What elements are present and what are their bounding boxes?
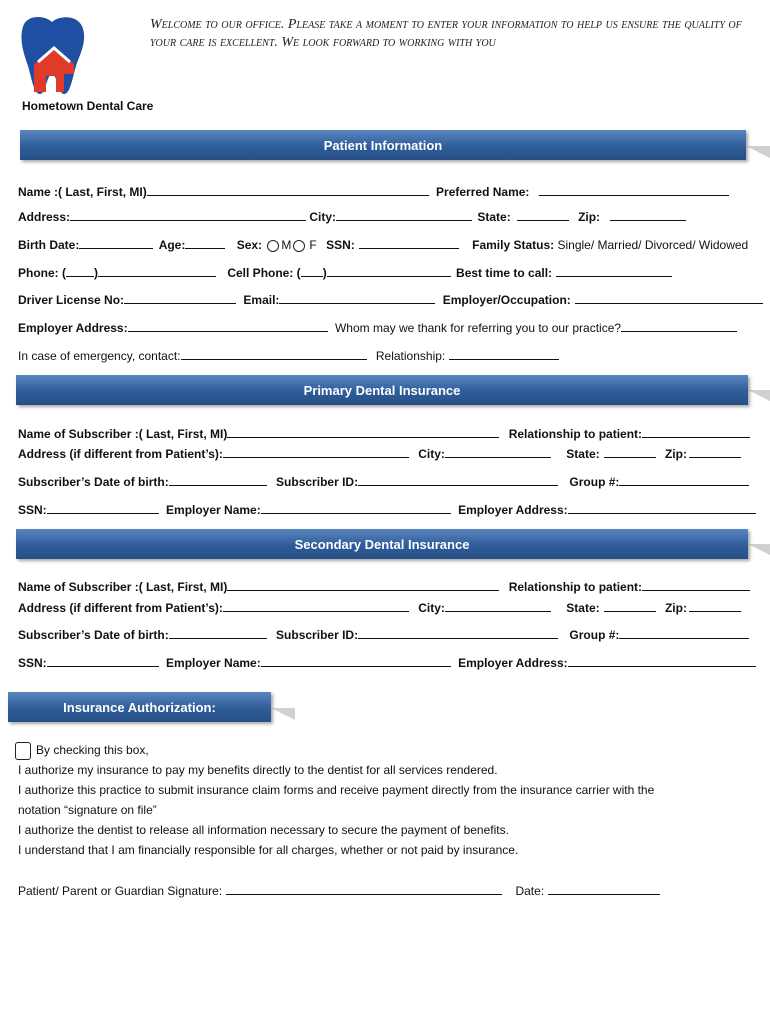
employer-name-label: Employer Name: (166, 503, 261, 517)
subscriber-name-field[interactable] (227, 426, 499, 438)
employer-occupation-field[interactable] (575, 292, 763, 304)
zip-label: Zip: (578, 210, 601, 224)
patient-birth-row (18, 237, 748, 252)
date-field[interactable] (548, 883, 660, 895)
employer-name-label: Employer Name: (166, 656, 261, 670)
subscriber-address-label: Address (if different from Patient’s): (18, 601, 223, 615)
signature-field[interactable] (226, 883, 502, 895)
date-label: Date: (515, 884, 545, 898)
employer-address-label: Employer Address: (18, 321, 128, 335)
tooth-logo-icon (16, 14, 88, 96)
phone-area-field[interactable] (66, 265, 94, 277)
group-label: Group #: (569, 628, 620, 642)
referral-label: Whom may we thank for referring you to our practice? (334, 321, 622, 335)
employer-address-label: Employer Address: (458, 503, 568, 517)
email-label: Email: (243, 293, 280, 307)
sex-label: Sex: (236, 238, 263, 252)
employer-name-field[interactable] (261, 655, 451, 667)
state-field[interactable] (604, 446, 656, 458)
driver-license-field[interactable] (124, 292, 236, 304)
authorization-line-5: I understand that I am financially responsible for all charges, whether or not paid by insurance. (18, 843, 519, 857)
section-banner-primary: Primary Dental Insurance (16, 375, 748, 405)
subscriber-address-field[interactable] (223, 446, 409, 458)
dob-label: Subscriber’s Date of birth: (18, 628, 169, 642)
phone-paren: ) (94, 266, 98, 280)
patient-emergency-row (18, 348, 559, 363)
city-field[interactable] (445, 446, 551, 458)
group-field[interactable] (619, 474, 749, 486)
preferred-name-label: Preferred Name: (436, 185, 530, 199)
email-field[interactable] (279, 292, 435, 304)
checkbox-label: By checking this box, (36, 743, 149, 757)
authorization-line-3: notation “signature on file” (18, 803, 157, 817)
secondary-ssn-row (18, 655, 756, 670)
referral-field[interactable] (621, 320, 737, 332)
zip-field[interactable] (689, 600, 741, 612)
relationship-label: Relationship to patient: (508, 427, 643, 441)
section-banner-authorization: Insurance Authorization: (8, 692, 271, 722)
name-label: Name :( Last, First, MI) (18, 185, 147, 199)
banner-fold (271, 708, 295, 720)
relationship-label: Relationship to patient: (508, 580, 643, 594)
cell-label: Cell Phone: ( (227, 266, 301, 280)
patient-name-row (18, 184, 729, 199)
banner-fold (746, 146, 770, 158)
state-field[interactable] (517, 209, 569, 221)
employer-address-field[interactable] (128, 320, 328, 332)
ssn-label: SSN: (18, 503, 47, 517)
signature-row (18, 883, 660, 898)
phone-field[interactable] (98, 265, 216, 277)
age-field[interactable] (185, 237, 225, 249)
authorization-line-2: I authorize this practice to submit insurance claim forms and receive payment directly from the insurance carrier with the (18, 783, 655, 797)
primary-address-row (18, 446, 741, 461)
address-field[interactable] (70, 209, 306, 221)
best-time-label: Best time to call: (456, 266, 553, 280)
emergency-label: In case of emergency, contact: (18, 349, 181, 363)
cell-area-field[interactable] (301, 265, 323, 277)
city-label: City: (309, 210, 337, 224)
ssn-field[interactable] (47, 502, 159, 514)
sex-f-radio[interactable] (293, 240, 305, 252)
family-status-label: Family Status: (472, 238, 555, 252)
subscriber-id-label: Subscriber ID: (276, 628, 359, 642)
subscriber-address-field[interactable] (223, 600, 409, 612)
best-time-field[interactable] (556, 265, 672, 277)
cell-paren: ) (322, 266, 327, 280)
preferred-name-field[interactable] (539, 184, 729, 196)
zip-field[interactable] (610, 209, 686, 221)
employer-address-field[interactable] (568, 655, 756, 667)
subscriber-address-label: Address (if different from Patient’s): (18, 447, 223, 461)
zip-label: Zip: (664, 601, 687, 615)
state-field[interactable] (604, 600, 656, 612)
state-label: State: (566, 601, 600, 615)
banner-fold (748, 544, 770, 556)
zip-label: Zip: (664, 447, 687, 461)
driver-license-label: Driver License No: (18, 293, 125, 307)
sex-f-label: F (309, 238, 317, 252)
section-banner-patient: Patient Information (20, 130, 746, 160)
authorization-checkbox[interactable] (15, 742, 31, 760)
relationship-field[interactable] (642, 426, 750, 438)
subscriber-id-label: Subscriber ID: (276, 475, 359, 489)
city-label: City: (418, 601, 445, 615)
relationship-field[interactable] (642, 579, 750, 591)
patient-address-row (18, 209, 686, 224)
city-label: City: (418, 447, 445, 461)
patient-employer-row (18, 320, 737, 335)
emergency-relationship-label: Relationship: (375, 349, 446, 363)
signature-label: Patient/ Parent or Guardian Signature: (18, 884, 223, 898)
birth-field[interactable] (79, 237, 153, 249)
primary-dob-row (18, 474, 749, 489)
group-label: Group #: (569, 475, 620, 489)
employer-occupation-label: Employer/Occupation: (442, 293, 571, 307)
sex-m-radio[interactable] (267, 240, 279, 252)
zip-field[interactable] (689, 446, 741, 458)
patient-license-row (18, 292, 763, 307)
secondary-dob-row (18, 627, 749, 642)
ssn-field[interactable] (359, 237, 459, 249)
emergency-relationship-field[interactable] (449, 348, 559, 360)
employer-name-field[interactable] (261, 502, 451, 514)
dob-label: Subscriber’s Date of birth: (18, 475, 169, 489)
name-field[interactable] (147, 184, 429, 196)
welcome-text: Welcome to our office. Please take a moment to enter your information to help us ensure the quality of your care is excellent. We look forward to working with you (150, 17, 742, 50)
dob-field[interactable] (169, 474, 267, 486)
city-field[interactable] (336, 209, 472, 221)
primary-subscriber-row (18, 426, 750, 441)
authorization-line-1: I authorize my insurance to pay my benefits directly to the dentist for all services rendered. (18, 763, 498, 777)
address-label: Address: (18, 210, 71, 224)
family-status-options[interactable]: Single/ Married/ Divorced/ Widowed (557, 238, 749, 252)
employer-address-field[interactable] (568, 502, 756, 514)
sex-m-label: M (281, 238, 292, 252)
subscriber-id-field[interactable] (358, 474, 558, 486)
secondary-address-row (18, 600, 741, 615)
banner-fold (748, 390, 770, 402)
patient-phone-row (18, 265, 672, 280)
section-banner-secondary: Secondary Dental Insurance (16, 529, 748, 559)
city-field[interactable] (445, 600, 551, 612)
primary-ssn-row (18, 502, 756, 517)
subscriber-name-label: Name of Subscriber :( Last, First, MI) (18, 580, 228, 594)
practice-name: Hometown Dental Care (22, 99, 154, 113)
ssn-field[interactable] (47, 655, 159, 667)
dob-field[interactable] (169, 627, 267, 639)
subscriber-name-field[interactable] (227, 579, 499, 591)
subscriber-name-label: Name of Subscriber :( Last, First, MI) (18, 427, 228, 441)
secondary-subscriber-row (18, 579, 750, 594)
phone-label: Phone: ( (18, 266, 66, 280)
age-label: Age: (158, 238, 186, 252)
birth-label: Birth Date: (18, 238, 80, 252)
state-label: State: (566, 447, 600, 461)
emergency-field[interactable] (181, 348, 367, 360)
state-label: State: (477, 210, 511, 224)
authorization-line-4: I authorize the dentist to release all information necessary to secure the payment of benefits. (18, 823, 509, 837)
group-field[interactable] (619, 627, 749, 639)
subscriber-id-field[interactable] (358, 627, 558, 639)
ssn-label: SSN: (18, 656, 47, 670)
employer-address-label: Employer Address: (458, 656, 568, 670)
cell-field[interactable] (327, 265, 451, 277)
ssn-label: SSN: (326, 238, 355, 252)
